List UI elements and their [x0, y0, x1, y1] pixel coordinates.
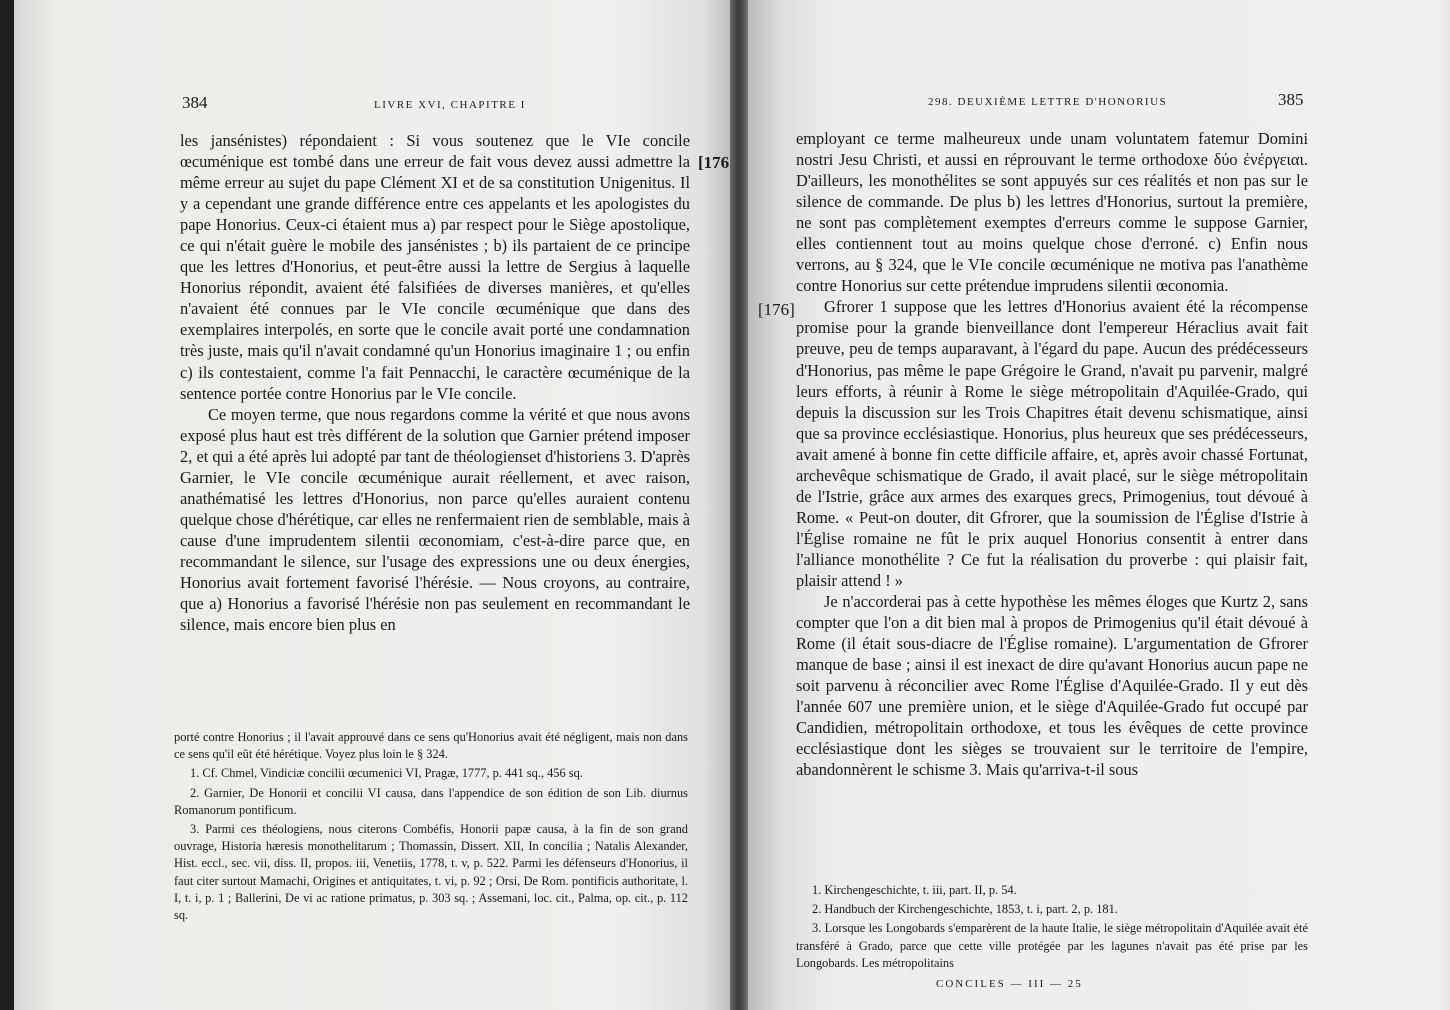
right-body-text [796, 128, 1308, 780]
right-footnotes [796, 882, 1308, 974]
left-body-text [180, 130, 690, 635]
left-footnote-1: 1. Cf. Chmel, Vindiciæ concilii œcumenici VI, Pragæ, 1777, p. 441 sq., 456 sq. [190, 766, 583, 781]
right-paragraph-2: Gfrorer 1 suppose que les lettres d'Honorius avaient été la récompense promise pour la grande bienveillance dont l'empereur Héraclius avait fait preuve, peu de temps auparavant, à l'égard du pape. Aucun des prédécesseurs d'Honorius, pas même le pape Grégoire le Grand, n'avait pu parvenir, malgré leurs efforts, à réunir à Rome le siège métropolitain d'Aquilée-Grado, qui depuis la discussion sur les Trois Chapitres était devenu schismatique, ainsi que sa province ecclésiastique. Honorius, plus heureux que ses prédécesseurs, avait amené à bonne fin cette difficile affaire, et, après avoir chassé Fortunat, archevêque schismatique de Grado, il avait placé, sur le siège métropolitain de l'Istrie, grâce aux armes des exarques grecs, Primogenius, tout dévoué à Rome. « Peut-on douter, dit Gfrorer, que la soumission de l'Église d'Istrie à l'Église romaine ne fût le prix auquel Honorius consentit à entrer dans l'alliance monothélite ? Ce fut la réalisation du proverbe : qui plaisir fait, plaisir attend ! » [796, 297, 1308, 590]
left-running-head: LIVRE XVI, CHAPITRE I [374, 99, 526, 111]
book-gutter [728, 0, 750, 1010]
right-footnote-3: 3. Lorsque les Longobards s'emparèrent de la haute Italie, le siège métropolitain d'Aquilée avait été transféré à Grado, parce que cette ville protégée par les lagunes n'avait pas été prise par les Longobards. Les métropolitains [796, 921, 1308, 970]
right-page [748, 0, 1450, 1010]
left-page [14, 0, 730, 1010]
left-footnotes [174, 729, 688, 926]
right-footnote-1: 1. Kirchengeschichte, t. iii, part. II, p. 54. [812, 883, 1017, 897]
right-page-header [814, 90, 1374, 114]
right-paragraph-1: employant ce terme malheureux unde unam voluntatem fatemur Domini nostri Jesu Christi, et aussi en réprouvant le terme orthodoxe δύο ἐνέργειαι. D'ailleurs, les monothélites se sont appuyés sur ces réalités et non pas sur le silence de commande. De plus b) les lettres d'Honorius, surtout la première, ne sont pas complètement exemptes d'erreurs comme le suppose Garnier, elles contiennent tout au moins quelque chose d'erroné. c) Enfin nous verrons, au § 324, que le VIe concile œcuménique ne motiva pas l'anathème contre Honorius sur cette prétendue imprudens silentii œconomia. [796, 129, 1308, 296]
left-page-number: 384 [182, 93, 208, 112]
right-margin-reference: [176] [758, 300, 795, 319]
right-paragraph-3: Je n'accorderai pas à cette hypothèse les mêmes éloges que Kurtz 2, sans compter que l'on a dit bien mal à propos de Primogenius qu'il était dévoué à Rome (il était sous-diacre de l'Église romaine). L'argumentation de Gfrorer manque de base ; ainsi il est inexact de dire qu'avant Honorius aucun pape ne soit parvenu à réconcilier avec Rome l'Église d'Aquilée-Grado. Il y eut dès l'année 607 une première union, et le siège d'Aquilée-Grado fut occupé par Candidien, métropolitain orthodoxe, et tous les évêques de cette province ecclésiastique dont les sièges se trouvaient sur le territoire de l'empire, abandonnèrent le schisme 3. Mais qu'arriva-t-il sous [796, 592, 1308, 780]
right-page-number: 385 [1278, 90, 1304, 109]
signature-mark: CONCILES — III — 25 [936, 978, 1083, 990]
left-page-header [182, 93, 702, 117]
right-running-head: 298. DEUXIÈME LETTRE D'HONORIUS [928, 96, 1168, 108]
right-footnote-2: 2. Handbuch der Kirchengeschichte, 1853, t. i, part. 2, p. 181. [812, 902, 1118, 917]
left-footnote-continuation: porté contre Honorius ; il l'avait approuvé dans ce sens qu'Honorius avait été négligent, mais non dans ce sens qu'il eût été hérétique. Voyez plus loin le § 324. [174, 730, 688, 762]
left-margin-reference: [176 [698, 153, 730, 172]
left-paragraph-1: les jansénistes) répondaient : Si vous soutenez que le VIe concile œcuménique est tombé dans une erreur de fait vous devez aussi admettre la même erreur au sujet du pape Clément XI et de sa constitution Unigenitus. Il y a cependant une grande différence entre ces appelants et les apologistes du pape Honorius. Ceux-ci étaient mus a) par respect pour le Siège apostolique, ce qui n'était guère le mobile des jansénistes ; b) ils partaient de ce principe que les lettres d'Honorius, et peut-être aussi la lettre de Sergius à laquelle Honorius répondit, avaient été falsifiées de diverses manières, et qu'elles n'avaient été connues par le VIe concile œcuménique que dans des exemplaires interpolés, en sorte que le concile avait porté une condamnation très juste, mais qu'il n'avait condamné qu'un Honorius imaginaire 1 ; ou enfin c) ils contestaient, comme l'a fait Pennacchi, le caractère œcuménique de la sentence portée contre Honorius par le VIe concile. [180, 131, 690, 403]
left-footnote-3: 3. Parmi ces théologiens, nous citerons Combéfis, Honorii papæ causa, à la fin de son grand ouvrage, Historia hæresis monothelitarum ; Thomassin, Dissert. XII, In concilia ; Natalis Alexander, Hist. eccl., sec. vii, diss. II, propos. iii, Venetiis, 1778, t. v, p. 522. Parmi les défenseurs d'Honorius, il faut citer surtout Mamachi, Origines et antiquitates, t. vi, p. 92 ; Orsi, De Rom. pontificis authoritate, l. I, t. i, p. 1 ; Ballerini, De vi ac ratione primatus, p. 303 sq. ; Assemani, loc. cit., Palma, op. cit., p. 112 sq. [174, 822, 688, 923]
left-footnote-2: 2. Garnier, De Honorii et concilii VI causa, dans l'appendice de son édition de son Lib. diurnus Romanorum pontificum. [174, 785, 688, 817]
left-paragraph-2: Ce moyen terme, que nous regardons comme la vérité et que nous avons exposé plus haut est très différent de la solution que Garnier prétend imposer 2, et qui a été après lui adopté par tant de théologienset d'historiens 3. D'après Garnier, le VIe concile œcuménique aurait réellement, et avec raison, anathématisé les lettres d'Honorius, non parce qu'elles auraient contenu quelque chose d'hérétique, car elles ne renfermaient rien de semblable, mais à cause d'une imprudentem silentii œconomiam, c'est-à-dire parce que, en recommandant le silence, sur l'usage des expressions une ou deux énergies, Honorius avait fortement favorisé l'hérésie. — Nous croyons, au contraire, que a) Honorius a favorisé l'hérésie non pas seulement en recommandant le silence, mais encore bien plus en [180, 404, 690, 635]
